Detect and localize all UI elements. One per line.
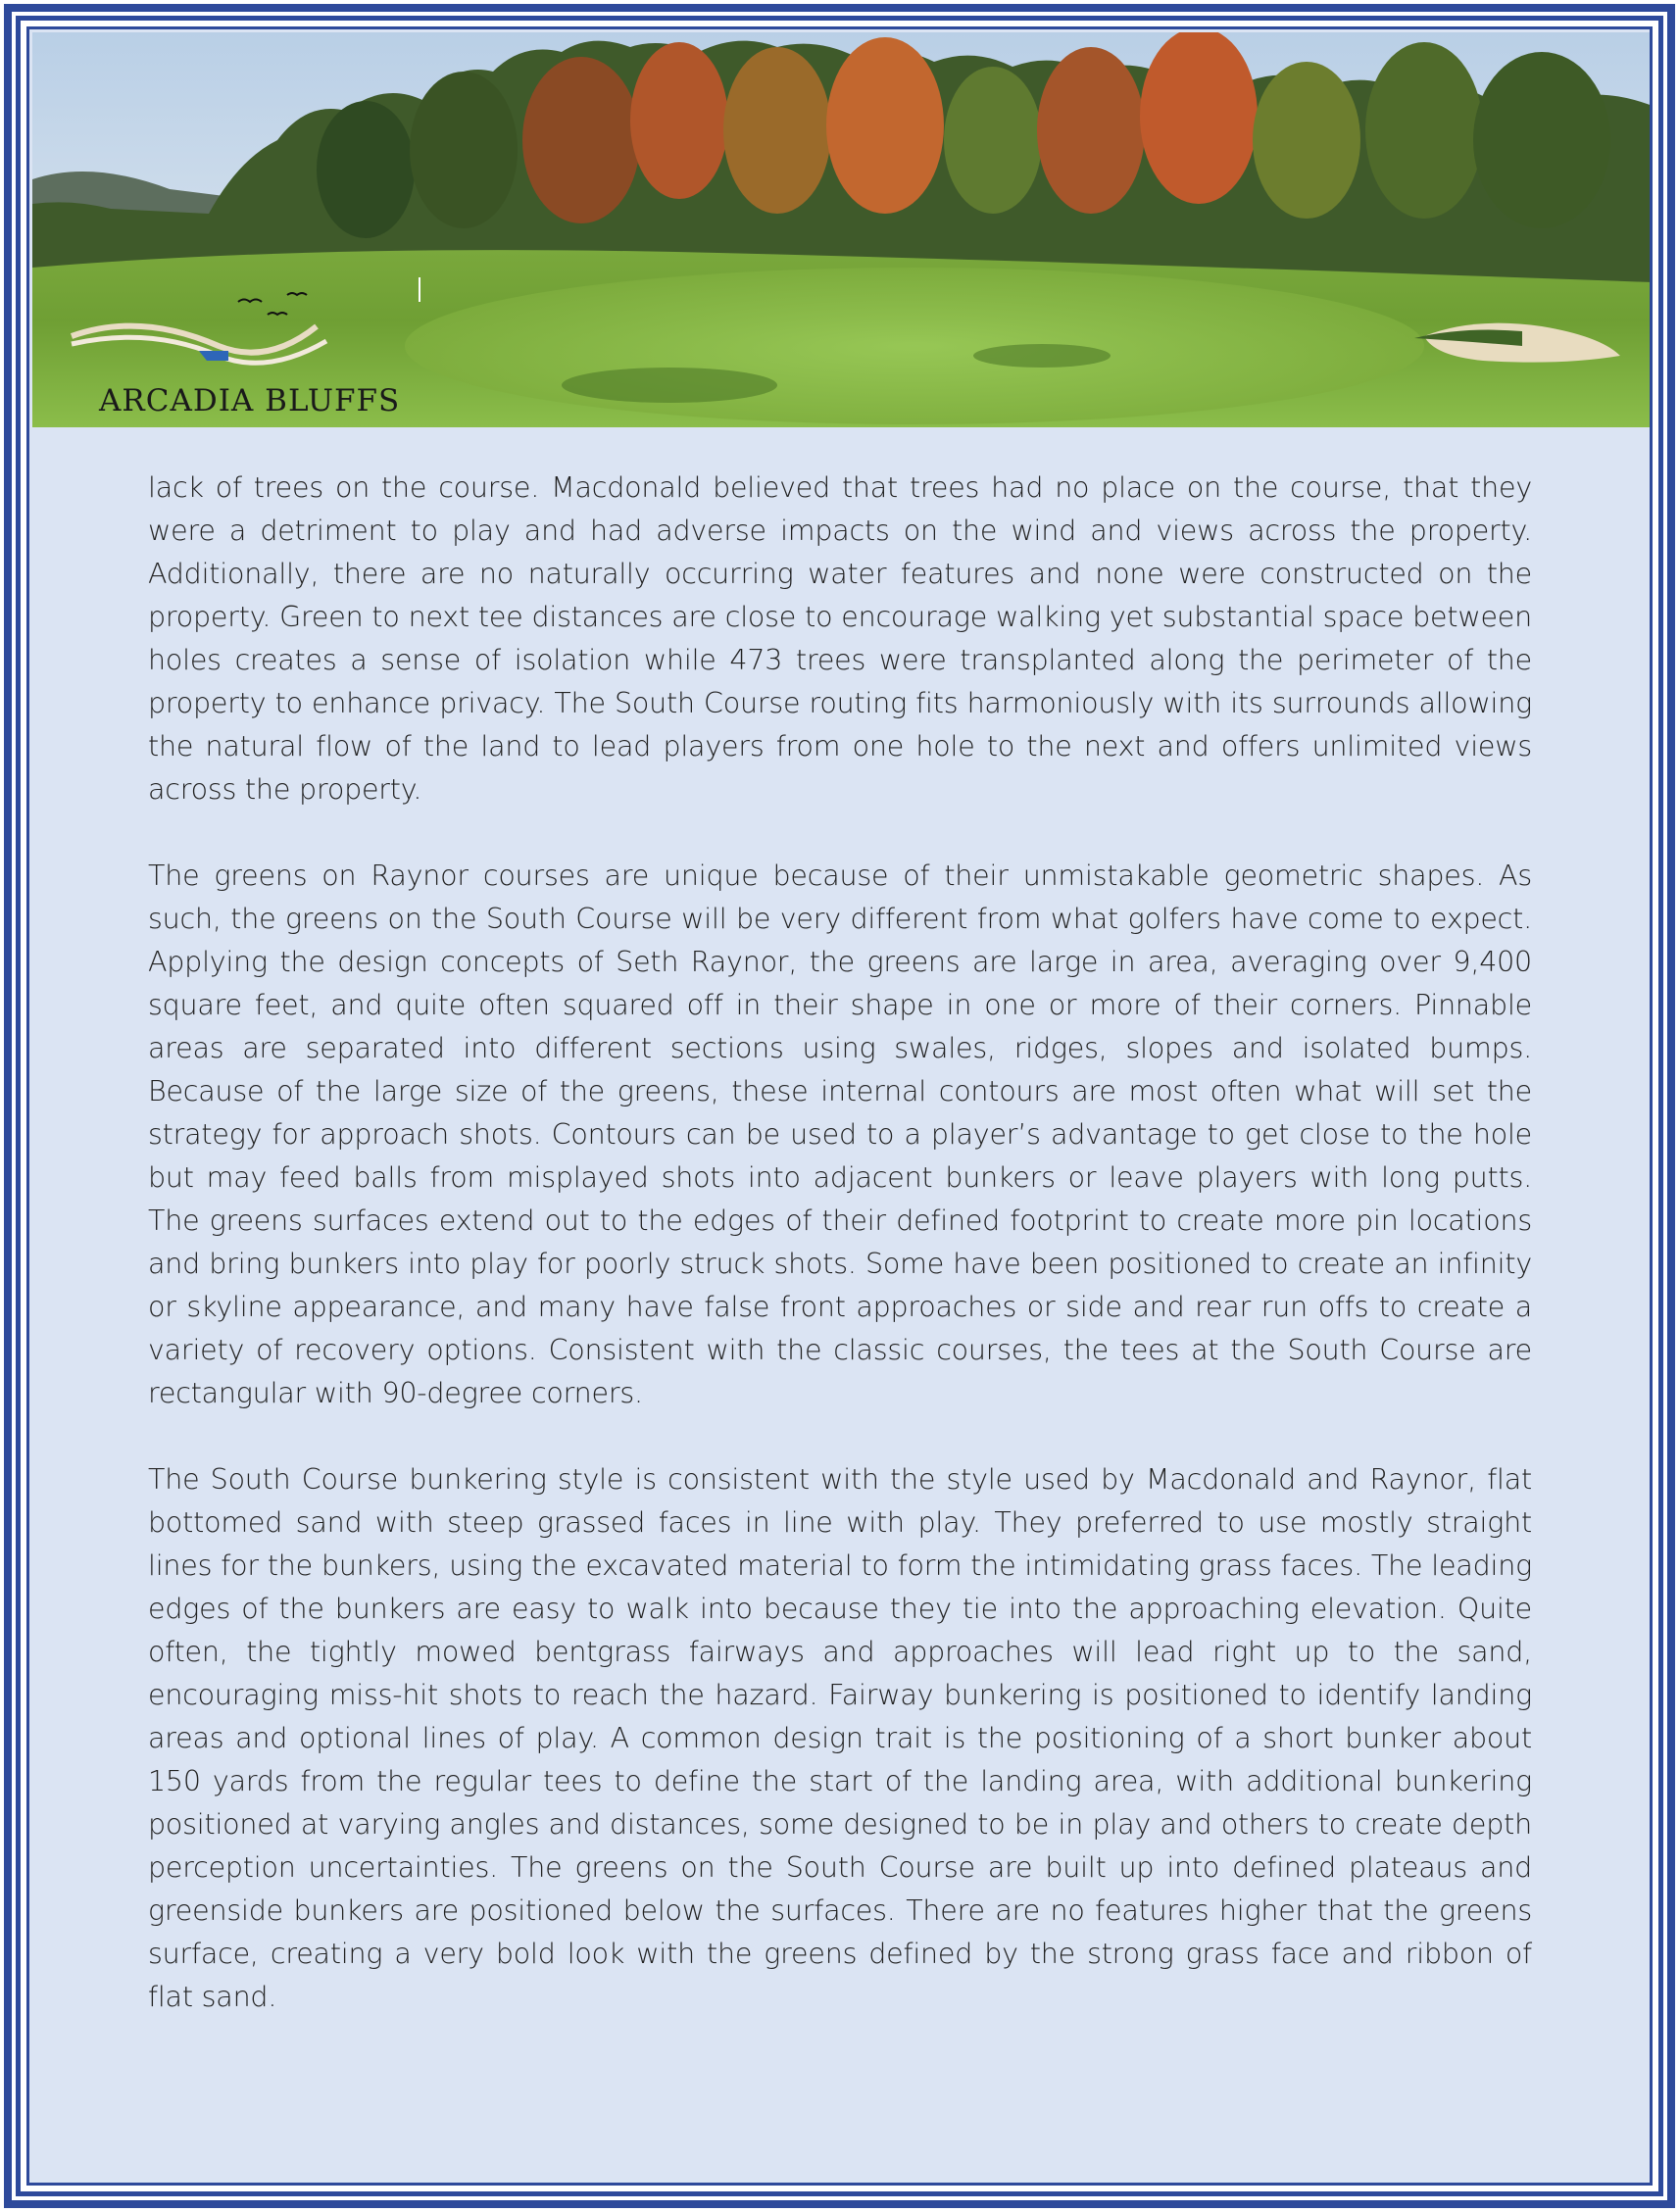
- arcadia-bluffs-logo: ARCADIA BLUFFS: [99, 383, 401, 418]
- golf-course-illustration: [32, 32, 1653, 427]
- paragraph-greens: The greens on Raynor courses are unique because of their unmistakable geometric shapes. As such, the greens on the South Course will be very different from what golfers have come to expect. Applying the design concepts of Seth Raynor, the greens are large in area, averaging over 9,400 square feet, and quite often squared off in their shape in one or more of their corners. Pinnable areas are separated into different sections using swales, ridges, slopes and isolated bumps. Because of the large size of the greens, these internal contours are most often what will set the strategy for approach shots. Contours can be used to a player’s advantage to get close to the hole but may feed balls from misplayed shots into adjacent bunkers or leave players with long putts. The greens surfaces extend out to the edges of their defined footprint to create more pin locations and bring bunkers into play for poorly struck shots. Some have been positioned to create an infinity or skyline appearance, and many have false front approaches or side and rear run offs to create a variety of recovery options. Consistent with the classic courses, the tees at the South Course are rectangular with 90-degree corners.: [148, 860, 1532, 1409]
- paragraph-bunkering: The South Course bunkering style is consistent with the style used by Macdonald and Raynor, flat bottomed sand with steep grassed faces in line with play. They preferred to use mostly straight lines for the bunkers, using the excavated material to form the intimidating grass faces. The leading edges of the bunkers are easy to walk into because they tie into the approaching elevation. Quite often, the tightly mowed bentgrass fairways and approaches will lead right up to the sand, encouraging miss-hit shots to reach the hazard. Fairway bunkering is positioned to identify landing areas and optional lines of play. A common design trait is the positioning of a short bunker about 150 yards from the regular tees to define the start of the landing area, with additional bunkering positioned at varying angles and distances, some designed to be in play and others to create depth perception uncertainties. The greens on the South Course are built up into defined plateaus and greenside bunkers are positioned below the surfaces. There are no features higher that the greens surface, creating a very bold look with the greens defined by the strong grass face and ribbon of flat sand.: [148, 1463, 1532, 2013]
- header-banner-photo: [32, 32, 1653, 427]
- paragraph-trees-routing: lack of trees on the course. Macdonald believed that trees had no place on the course, that they were a detriment to play and had adverse impacts on the wind and views across the property. Additionally, there are no naturally occurring water features and none were constructed on the property. Green to next tee distances are close to encourage walking yet substantial space between holes creates a sense of isolation while 473 trees were transplanted along the perimeter of the property to enhance privacy. The South Course routing fits harmoniously with its surrounds allowing the natural flow of the land to lead players from one hole to the next and offers unlimited views across the property.: [148, 471, 1532, 806]
- body-text: [148, 467, 1532, 2062]
